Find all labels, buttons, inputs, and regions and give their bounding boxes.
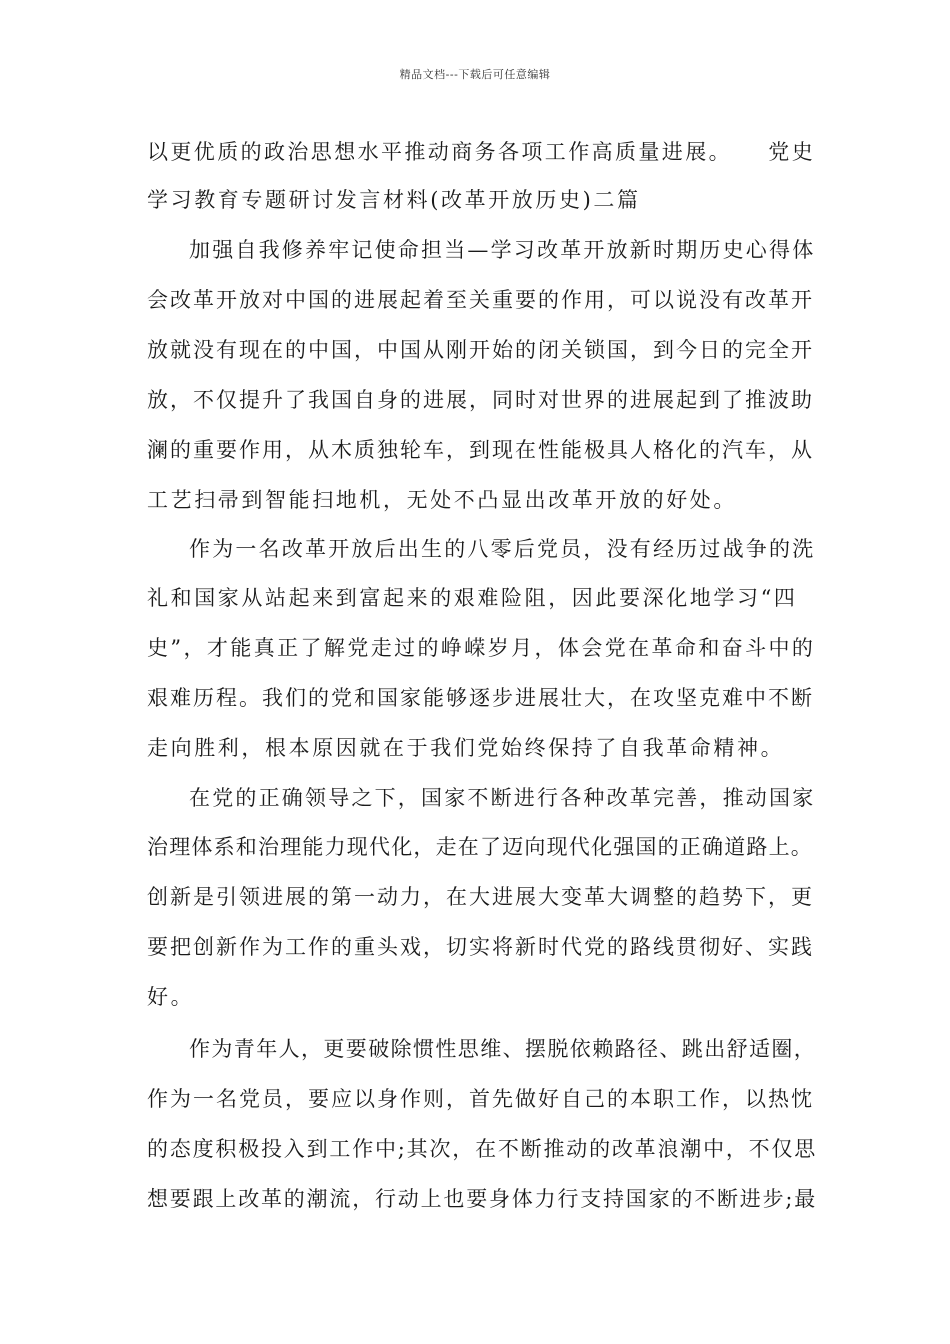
text-line: 艰难历程。我们的党和国家能够逐步进展壮大，在攻坚克难中不断 [147, 686, 814, 710]
text-line: 学习教育专题研讨发言材料(改革开放历史)二篇 [147, 188, 641, 212]
text-line: 走向胜利，根本原因就在于我们党始终保持了自我革命精神。 [147, 736, 785, 760]
page-header: 精品文档---下载后可任意编辑 [399, 68, 551, 81]
text-line: 的态度积极投入到工作中;其次，在不断推动的改革浪潮中，不仅思 [147, 1137, 818, 1161]
text-line: 作为一名党员，要应以身作则，首先做好自己的本职工作，以热忱 [147, 1087, 814, 1111]
text-line: 要把创新作为工作的重头戏，切实将新时代党的路线贯彻好、实践 [147, 935, 814, 959]
text-line: 以更优质的政治思想水平推动商务各项工作高质量进展。 党史 [147, 140, 816, 164]
text-line: 会改革开放对中国的进展起着至关重要的作用，可以说没有改革开 [147, 288, 814, 312]
text-line: 史”，才能真正了解党走过的峥嵘岁月，体会党在革命和奋斗中的 [147, 636, 816, 660]
text-line: 放就没有现在的中国，中国从刚开始的闭关锁国，到今日的完全开 [147, 338, 814, 362]
text-line: 作为青年人，更要破除惯性思维、摆脱依赖路径、跳出舒适圈， [189, 1037, 817, 1061]
text-line: 创新是引领进展的第一动力，在大进展大变革大调整的趋势下，更 [147, 885, 814, 909]
text-line: 治理体系和治理能力现代化，走在了迈向现代化强国的正确道路上。 [147, 835, 813, 859]
text-line: 在党的正确领导之下，国家不断进行各种改革完善，推动国家 [189, 786, 816, 810]
text-line: 加强自我修养牢记使命担当—学习改革开放新时期历史心得体 [189, 238, 816, 262]
text-line: 澜的重要作用，从木质独轮车，到现在性能极具人格化的汽车，从 [147, 438, 814, 462]
text-line: 作为一名改革开放后出生的八零后党员，没有经历过战争的洗 [189, 537, 816, 561]
text-line: 想要跟上改革的潮流，行动上也要身体力行支持国家的不断进步;最 [147, 1187, 818, 1211]
text-line: 放，不仅提升了我国自身的进展，同时对世界的进展起到了推波助 [147, 388, 814, 412]
text-line: 好。 [147, 985, 195, 1009]
text-line: 工艺扫帚到智能扫地机，无处不凸显出改革开放的好处。 [147, 488, 737, 512]
text-line: 礼和国家从站起来到富起来的艰难险阻，因此要深化地学习“四 [147, 586, 798, 610]
